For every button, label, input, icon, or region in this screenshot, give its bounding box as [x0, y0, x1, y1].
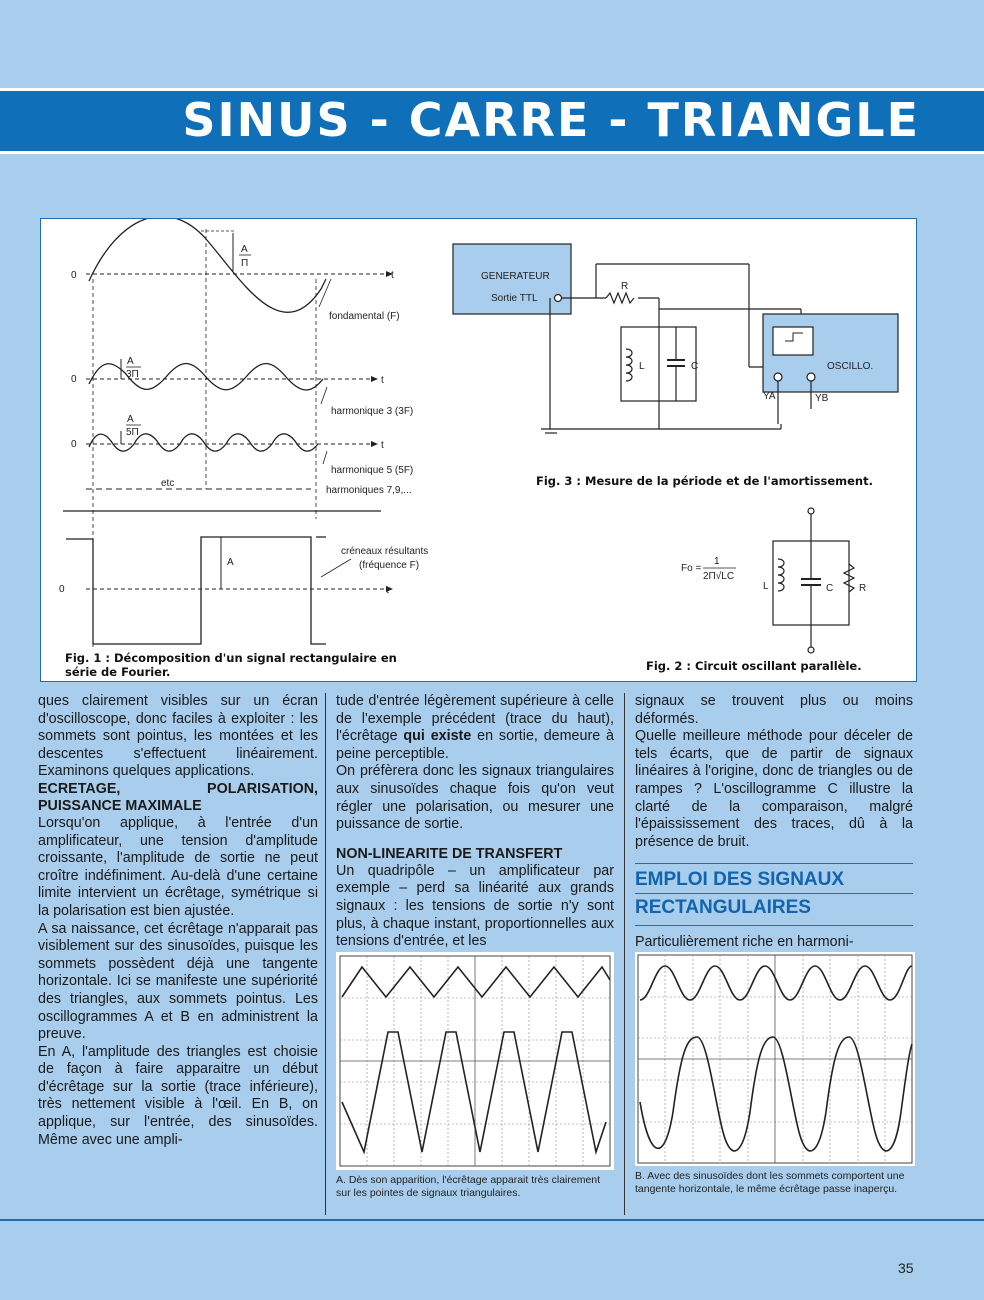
harmonics-more-label: harmoniques 7,9,...: [326, 485, 412, 496]
col1-heading: ECRETAGE, POLARISATION, PUISSANCE MAXIMALE: [38, 780, 318, 814]
fig1-labels: [59, 244, 428, 596]
t-label-2: t: [381, 375, 384, 386]
col2-paragraph-2: On préfèrera donc les signaux triangulaires aux sinusoïdes chaque fois qu'on veut régler une polarisation, ou mesurer une puissance de sortie.: [336, 763, 614, 833]
col1-paragraph-1: ques clairement visibles sur un écran d'oscilloscope, donc faciles à exploiter : les sommets sont pointus, les montées et les descentes s'effectuent linéairement. Examinons quelques applications.: [38, 693, 318, 780]
square-a-label: A: [227, 557, 234, 568]
col2-p1-emphasis: qui existe: [403, 728, 472, 745]
oscillogram-b: [635, 952, 915, 1166]
col1-paragraph-3: A sa naissance, cet écrêtage n'apparait pas visiblement sur des sinusoïdes, puisque les sommets possèdent déjà une tangente horizontale. Ici se manifeste une supériorité des triangles, aux sommets pointus. Les oscillogrammes A et B en administrent la preuve.: [38, 920, 318, 1043]
t-label-4: t: [386, 585, 389, 596]
col2-p1a: tude d'entrée légèrement supérieure à celle de l'exemple précédent (trace du haut), l'écrêtage: [336, 693, 614, 745]
col1-paragraph-2: Lorsqu'on applique, à l'entrée d'un amplificateur, une tension d'amplitude croissante, l'amplitude de sortie ne peut croître indéfiniment. Au-delà d'une certaine limite intervient un écrêtage, symétrique si la polarisation est bien ajustée.: [38, 814, 318, 919]
harmonic5-wave: [89, 434, 318, 451]
col3-section-heading: [635, 863, 913, 926]
oscillogram-a-caption: A. Dès son apparition, l'écrêtage apparait très clairement sur les pointes de signaux triangulaires.: [336, 1174, 601, 1199]
fo-den: 2Π√LC: [703, 571, 735, 582]
fig2-r-label: R: [859, 583, 867, 594]
fig2-l-label: L: [763, 581, 769, 592]
ya-label: YA: [763, 391, 776, 402]
yb-label: YB: [815, 393, 829, 404]
col1-paragraph-4: En A, l'amplitude des triangles est choisie de façon à faire apparaitre un début d'écrêtage sur la sortie (trace inférieure), très nettement visible à l'œil. En B, on applique, sur l'entrée, des sinusoïdes. Même avec une ampli-: [38, 1043, 318, 1148]
col3-heading-line-1: EMPLOI DES SIGNAUX: [635, 869, 845, 891]
harmonic3-label: harmonique 3 (3F): [331, 406, 414, 417]
fig2-caption: Fig. 2 : Circuit oscillant parallèle.: [646, 659, 862, 673]
ttl-output-label: Sortie TTL: [491, 293, 538, 304]
col2-heading: NON-LINEARITE DE TRANSFERT: [336, 845, 563, 862]
a-5pi-num: A: [127, 414, 134, 425]
column-divider-2: [624, 693, 625, 1215]
zero-label-2: 0: [71, 374, 77, 385]
resulting-label-1: créneaux résultants: [341, 546, 429, 557]
fig3-r-label: R: [621, 281, 629, 292]
square-wave: [66, 537, 326, 644]
col3-paragraph-1: signaux se trouvent plus ou moins déformés.: [635, 693, 913, 727]
fo-num: 1: [714, 556, 720, 567]
fig2-c-label: C: [826, 583, 834, 594]
footer-rule: [0, 1219, 984, 1221]
page-number: 35: [898, 1260, 914, 1276]
a-3pi-num: A: [127, 356, 134, 367]
figures-diagram: [41, 219, 916, 681]
col3-paragraph-3: Particulièrement riche en harmoni-: [635, 934, 854, 951]
oscillo-label: OSCILLO.: [827, 361, 874, 372]
t-label-3: t: [381, 440, 384, 451]
fig1-caption: Fig. 1 : Décomposition d'un signal rectangulaire en série de Fourier.: [65, 651, 397, 679]
a-3pi-den: 3Π: [126, 369, 139, 380]
oscillogram-b-caption: B. Avec des sinusoïdes dont les sommets comportent une tangente horizontale, le même écrêtage passe inaperçu.: [635, 1170, 905, 1195]
fo-label: Fo =: [681, 563, 702, 574]
col2-p1c: en sortie, demeure à peine perceptible.: [336, 728, 614, 762]
zero-label-4: 0: [59, 584, 65, 595]
column-2: [336, 693, 614, 951]
fig2-diagram: [773, 508, 854, 653]
resulting-label-2: (fréquence F): [359, 560, 420, 571]
fig2-labels: [681, 556, 866, 594]
page-title: SINUS - CARRE - TRIANGLE: [182, 93, 920, 147]
column-divider-1: [325, 693, 326, 1215]
generator-label: GENERATEUR: [481, 271, 550, 282]
fig1-diagram: [63, 219, 393, 649]
oscillogram-a-trace: [336, 952, 614, 1170]
zero-label: 0: [71, 270, 77, 281]
title-banner: [0, 88, 984, 154]
a-over-pi-num: A: [241, 244, 248, 255]
column-3: [635, 693, 913, 952]
fundamental-label: fondamental (F): [329, 311, 400, 322]
a-5pi-den: 5Π: [126, 427, 139, 438]
col3-heading-line-2: RECTANGULAIRES: [635, 893, 913, 921]
t-label-1: t: [391, 270, 394, 281]
col2-paragraph-3: Un quadripôle – un amplificateur par exemple – perd sa linéarité aux grands signaux : les tensions de sortie n'y sont plus, à chaque instant, proportionnelles aux tensions d'entrée, et les: [336, 862, 614, 950]
oscillogram-a: [336, 952, 614, 1170]
figures-panel: [40, 218, 917, 682]
col3-paragraph-2: Quelle meilleure méthode pour déceler de tels écarts, que de partir de signaux linéaires à l'origine, donc de triangles ou de rampes ? L'oscillogramme C illustre la clarté de la comparaison, malgré l'épaississement des traces, dû à la présence de bruit.: [635, 728, 913, 850]
harmonic5-label: harmonique 5 (5F): [331, 465, 414, 476]
fundamental-wave: [89, 219, 326, 312]
fig3-caption: Fig. 3 : Mesure de la période et de l'amortissement.: [536, 474, 873, 488]
a-over-pi-den: Π: [241, 258, 249, 269]
fig3-l-label: L: [639, 361, 645, 372]
fig3-c-label: C: [691, 361, 699, 372]
col2-paragraph-1: [336, 693, 614, 763]
column-1: [38, 693, 318, 1149]
oscillogram-b-trace: [635, 952, 915, 1166]
etc-label: etc: [161, 478, 175, 489]
zero-label-3: 0: [71, 439, 77, 450]
